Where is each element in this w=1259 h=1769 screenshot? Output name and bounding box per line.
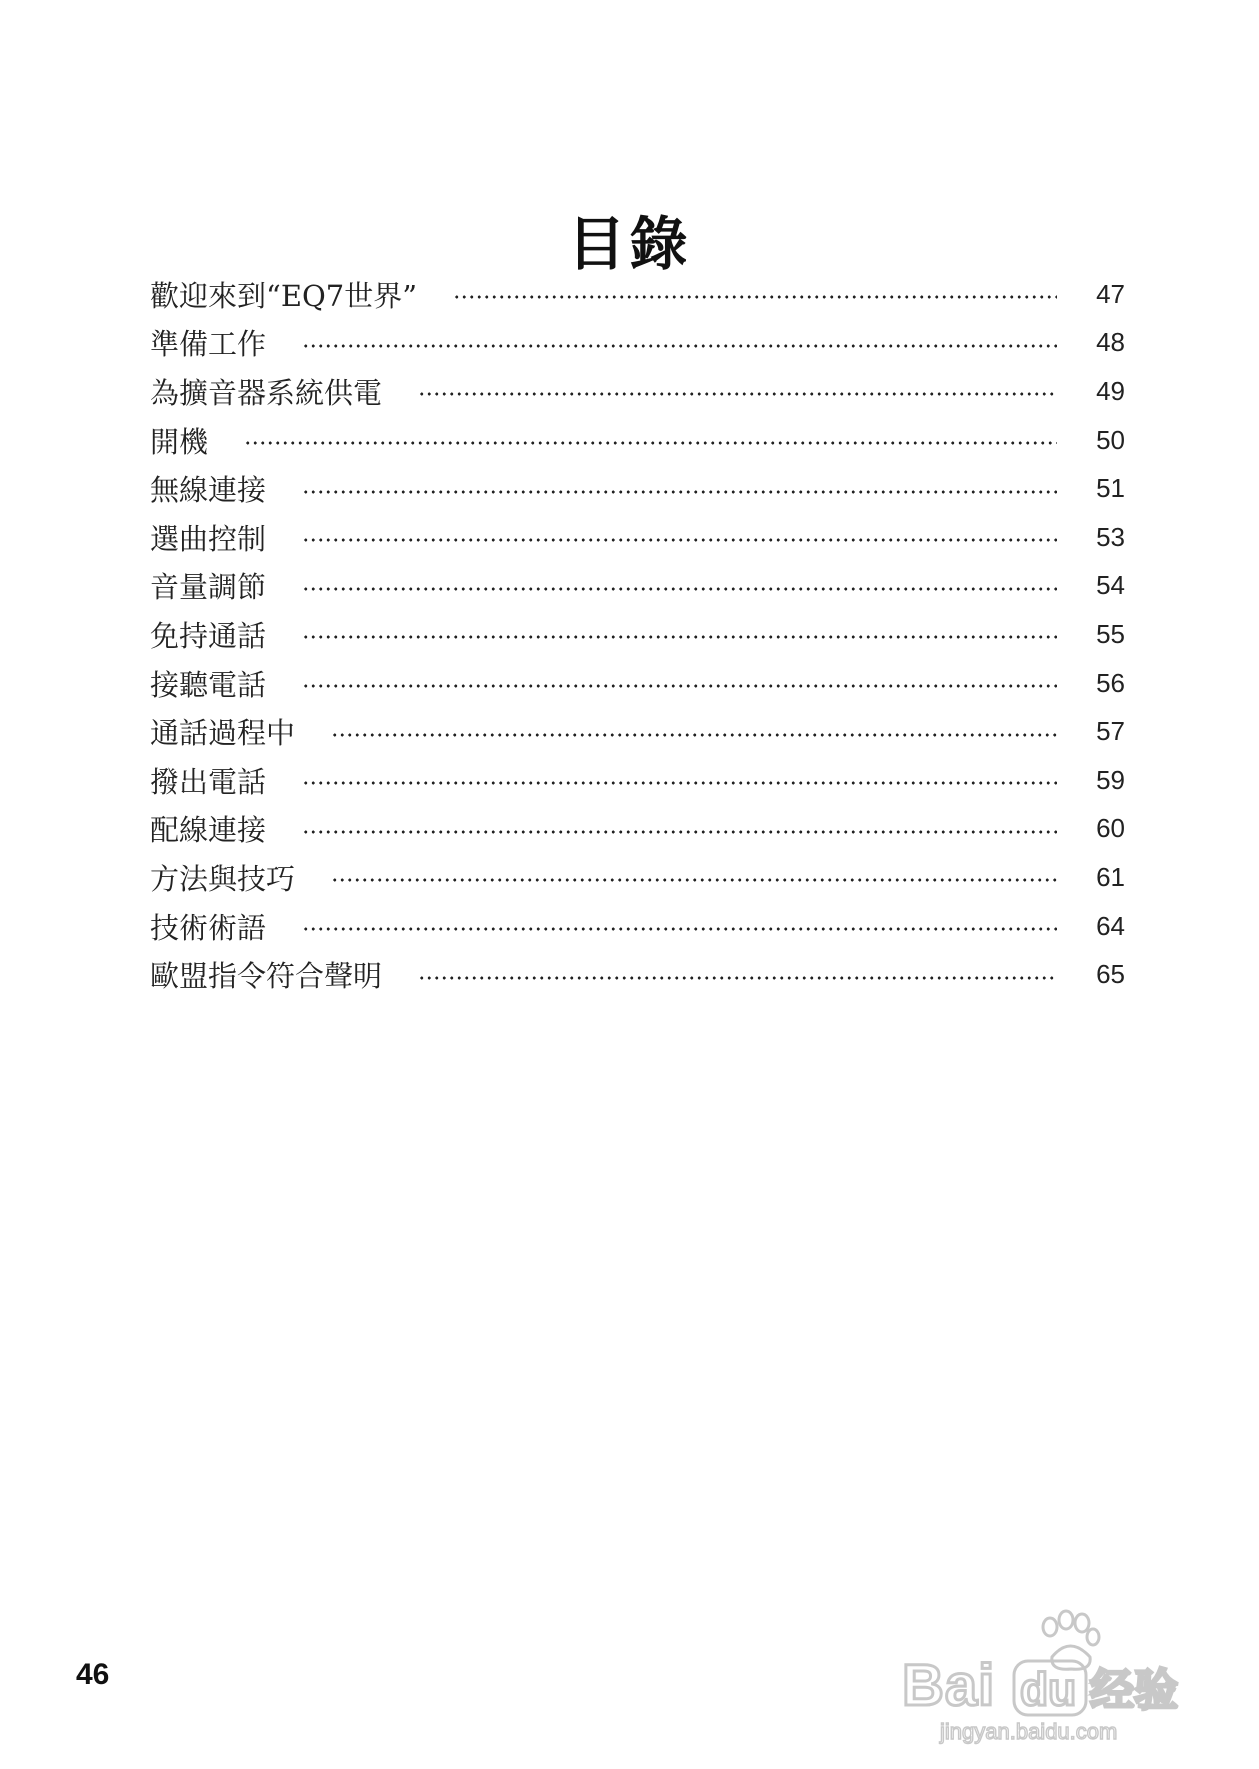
- toc-entry-label: 通話過程中: [150, 716, 296, 751]
- dot-leader: [302, 635, 1057, 639]
- watermark-url-text: jingyan.baidu.com: [940, 1719, 1118, 1744]
- toc-entry-page: 49: [1096, 375, 1125, 406]
- toc-entry-label: 接聽電話: [150, 667, 267, 702]
- toc-entry-page: 54: [1096, 570, 1125, 601]
- toc-entry-label: 撥出電話: [150, 764, 267, 799]
- toc-entry-page: 47: [1096, 278, 1125, 309]
- toc-entry[interactable]: [150, 610, 1125, 659]
- dot-leader: [302, 830, 1057, 834]
- dot-leader: [418, 976, 1057, 980]
- dot-leader: [453, 295, 1057, 299]
- toc-entry-label: 技術術語: [150, 910, 267, 945]
- dot-leader: [302, 781, 1057, 785]
- toc-entry-label: 開機: [150, 424, 209, 459]
- dot-leader: [302, 587, 1057, 591]
- toc-entry-label: 歡迎來到“EQ7世界”: [150, 278, 418, 313]
- toc-entry-label: 免持通話: [150, 618, 267, 653]
- dot-leader: [418, 392, 1057, 396]
- toc-entry[interactable]: [150, 319, 1125, 368]
- page-title: 目錄: [567, 209, 692, 278]
- toc-entry-page: 64: [1096, 910, 1125, 941]
- dot-leader: [302, 538, 1057, 542]
- toc-entry[interactable]: [150, 513, 1125, 562]
- toc-entry-label: 方法與技巧: [150, 861, 296, 896]
- baidu-jingyan-watermark-logo: [900, 1605, 1210, 1745]
- toc-entry[interactable]: [150, 416, 1125, 465]
- toc-entry-page: 50: [1096, 424, 1125, 455]
- dot-leader: [302, 490, 1057, 494]
- toc-entry[interactable]: [150, 707, 1125, 756]
- toc-entry-label: 選曲控制: [150, 521, 267, 556]
- toc-entry-page: 65: [1096, 959, 1125, 990]
- toc-entry[interactable]: [150, 562, 1125, 611]
- dot-leader: [331, 878, 1057, 882]
- toc-entry[interactable]: [150, 805, 1125, 854]
- watermark-brand-text: [902, 1653, 1178, 1718]
- dot-leader: [302, 684, 1057, 688]
- table-of-contents: [150, 270, 1125, 999]
- toc-entry-page: 59: [1096, 764, 1125, 795]
- toc-entry-label: 無線連接: [150, 473, 267, 508]
- toc-entry-page: 48: [1096, 327, 1125, 358]
- toc-entry[interactable]: [150, 270, 1125, 319]
- dot-leader: [331, 733, 1057, 737]
- toc-entry[interactable]: [150, 367, 1125, 416]
- toc-entry-page: 53: [1096, 521, 1125, 552]
- page-number: 46: [76, 1658, 110, 1691]
- toc-entry[interactable]: [150, 464, 1125, 513]
- svg-text:Bai: Bai: [902, 1653, 996, 1718]
- toc-entry[interactable]: [150, 659, 1125, 708]
- toc-entry-page: 61: [1096, 861, 1125, 892]
- toc-entry-page: 57: [1096, 716, 1125, 747]
- toc-entry[interactable]: [150, 950, 1125, 999]
- toc-entry-label: 音量調節: [150, 570, 267, 605]
- dot-leader: [302, 344, 1057, 348]
- toc-entry-label: 為擴音器系統供電: [150, 375, 383, 410]
- dot-leader: [244, 441, 1057, 445]
- svg-text:du: du: [1020, 1663, 1077, 1715]
- dot-leader: [302, 927, 1057, 931]
- toc-entry[interactable]: [150, 853, 1125, 902]
- svg-text:经验: 经验: [1090, 1665, 1178, 1716]
- toc-entry-page: 56: [1096, 667, 1125, 698]
- toc-entry-page: 55: [1096, 618, 1125, 649]
- toc-entry-page: 60: [1096, 813, 1125, 844]
- toc-entry-label: 準備工作: [150, 327, 267, 362]
- toc-entry[interactable]: [150, 756, 1125, 805]
- toc-entry-label: 歐盟指令符合聲明: [150, 959, 383, 994]
- toc-entry-label: 配線連接: [150, 813, 267, 848]
- toc-entry[interactable]: [150, 902, 1125, 951]
- toc-entry-page: 51: [1096, 473, 1125, 504]
